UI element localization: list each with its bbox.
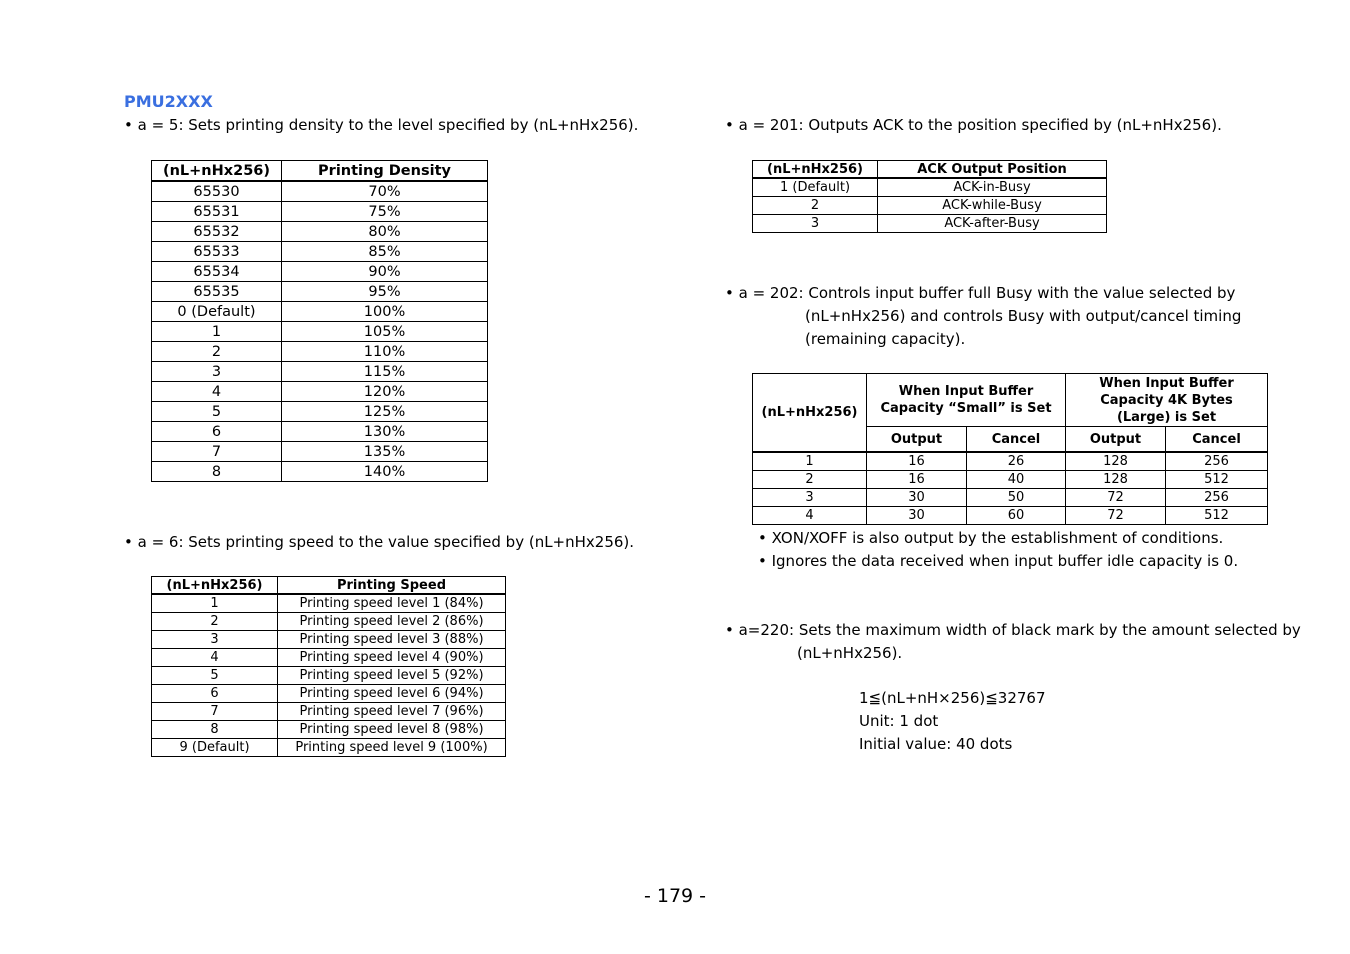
section-heading: PMU2XXX bbox=[124, 92, 213, 111]
buffer-row-cell: 30 bbox=[867, 489, 967, 507]
density-row bbox=[152, 342, 488, 362]
density-row bbox=[152, 262, 488, 282]
buffer-subheader-small-output: Output bbox=[867, 427, 967, 453]
black-mark-description-line1: • a=220: Sets the maximum width of black mark by the amount selected by bbox=[725, 621, 1301, 639]
buffer-header-large bbox=[1066, 374, 1268, 427]
density-row bbox=[152, 322, 488, 342]
ack-table-body bbox=[753, 178, 1107, 233]
density-row-cell: 85% bbox=[282, 242, 488, 262]
speed-row-cell: Printing speed level 2 (86%) bbox=[278, 613, 506, 631]
density-row-cell: 75% bbox=[282, 202, 488, 222]
buffer-row-cell: 60 bbox=[967, 507, 1066, 525]
speed-row bbox=[152, 703, 506, 721]
speed-row bbox=[152, 649, 506, 667]
buffer-row-cell: 2 bbox=[753, 471, 867, 489]
buffer-row bbox=[753, 452, 1268, 471]
density-row-cell: 65532 bbox=[152, 222, 282, 242]
density-row-cell: 110% bbox=[282, 342, 488, 362]
ack-row bbox=[753, 197, 1107, 215]
black-mark-range: 1≦(nL+nH×256)≦32767 bbox=[859, 689, 1046, 707]
density-row-cell: 7 bbox=[152, 442, 282, 462]
density-description: • a = 5: Sets printing density to the level specified by (nL+nHx256). bbox=[124, 116, 639, 134]
density-row-cell: 2 bbox=[152, 342, 282, 362]
density-row bbox=[152, 382, 488, 402]
density-row-cell: 125% bbox=[282, 402, 488, 422]
buffer-row-cell: 40 bbox=[967, 471, 1066, 489]
ack-row bbox=[753, 178, 1107, 197]
speed-row bbox=[152, 667, 506, 685]
density-row-cell: 115% bbox=[282, 362, 488, 382]
buffer-row-cell: 72 bbox=[1066, 489, 1166, 507]
buffer-row-cell: 256 bbox=[1166, 452, 1268, 471]
buffer-subheader-large-output: Output bbox=[1066, 427, 1166, 453]
density-row-cell: 100% bbox=[282, 302, 488, 322]
speed-row-cell: 1 bbox=[152, 594, 278, 613]
buffer-row bbox=[753, 471, 1268, 489]
speed-row-cell: Printing speed level 3 (88%) bbox=[278, 631, 506, 649]
buffer-header-small-line1: When Input Buffer bbox=[898, 384, 1034, 399]
speed-row-cell: 6 bbox=[152, 685, 278, 703]
buffer-subheader-small-cancel: Cancel bbox=[967, 427, 1066, 453]
xon-xoff-note: • XON/XOFF is also output by the establishment of conditions. bbox=[758, 529, 1224, 547]
density-row-cell: 130% bbox=[282, 422, 488, 442]
buffer-header-param: (nL+nHx256) bbox=[753, 374, 867, 453]
density-row bbox=[152, 462, 488, 482]
black-mark-unit: Unit: 1 dot bbox=[859, 712, 939, 730]
buffer-header-small bbox=[867, 374, 1066, 427]
density-row bbox=[152, 402, 488, 422]
buffer-row-cell: 128 bbox=[1066, 471, 1166, 489]
density-row-cell: 65535 bbox=[152, 282, 282, 302]
buffer-header-large-line2: Capacity 4K Bytes bbox=[1100, 392, 1233, 408]
buffer-row-cell: 16 bbox=[867, 471, 967, 489]
buffer-row-cell: 512 bbox=[1166, 471, 1268, 489]
ack-row-cell: ACK-after-Busy bbox=[878, 215, 1107, 233]
buffer-row-cell: 16 bbox=[867, 452, 967, 471]
speed-row bbox=[152, 739, 506, 757]
speed-row-cell: Printing speed level 6 (94%) bbox=[278, 685, 506, 703]
speed-row-cell: 5 bbox=[152, 667, 278, 685]
black-mark-initial: Initial value: 40 dots bbox=[859, 735, 1013, 753]
density-row-cell: 1 bbox=[152, 322, 282, 342]
density-row-cell: 6 bbox=[152, 422, 282, 442]
speed-row-cell: Printing speed level 1 (84%) bbox=[278, 594, 506, 613]
density-row bbox=[152, 282, 488, 302]
buffer-row-cell: 256 bbox=[1166, 489, 1268, 507]
speed-row-cell: Printing speed level 8 (98%) bbox=[278, 721, 506, 739]
density-row-cell: 90% bbox=[282, 262, 488, 282]
density-row-cell: 8 bbox=[152, 462, 282, 482]
speed-row-cell: Printing speed level 9 (100%) bbox=[278, 739, 506, 757]
speed-row-cell: 3 bbox=[152, 631, 278, 649]
busy-description-line3: (remaining capacity). bbox=[805, 330, 966, 348]
density-row-cell: 4 bbox=[152, 382, 282, 402]
ack-row-cell: 2 bbox=[753, 197, 878, 215]
buffer-row-cell: 30 bbox=[867, 507, 967, 525]
density-row bbox=[152, 302, 488, 322]
density-row-cell: 135% bbox=[282, 442, 488, 462]
density-row-cell: 3 bbox=[152, 362, 282, 382]
ack-row-cell: ACK-while-Busy bbox=[878, 197, 1107, 215]
speed-table bbox=[151, 576, 506, 757]
density-row bbox=[152, 202, 488, 222]
density-row-cell: 5 bbox=[152, 402, 282, 422]
buffer-row-cell: 512 bbox=[1166, 507, 1268, 525]
density-row bbox=[152, 422, 488, 442]
speed-row-cell: 9 (Default) bbox=[152, 739, 278, 757]
speed-row bbox=[152, 685, 506, 703]
buffer-row-cell: 128 bbox=[1066, 452, 1166, 471]
buffer-row-cell: 3 bbox=[753, 489, 867, 507]
speed-description: • a = 6: Sets printing speed to the value specified by (nL+nHx256). bbox=[124, 533, 635, 551]
density-row-cell: 65530 bbox=[152, 181, 282, 202]
ack-row-cell: ACK-in-Busy bbox=[878, 178, 1107, 197]
speed-row-cell: 2 bbox=[152, 613, 278, 631]
speed-row-cell: 7 bbox=[152, 703, 278, 721]
density-row-cell: 140% bbox=[282, 462, 488, 482]
density-row-cell: 65531 bbox=[152, 202, 282, 222]
ack-table bbox=[752, 160, 1107, 233]
speed-row-cell: 4 bbox=[152, 649, 278, 667]
density-table bbox=[151, 160, 488, 482]
buffer-row bbox=[753, 489, 1268, 507]
density-row-cell: 0 (Default) bbox=[152, 302, 282, 322]
buffer-table bbox=[752, 373, 1268, 525]
speed-row bbox=[152, 613, 506, 631]
density-row-cell: 95% bbox=[282, 282, 488, 302]
speed-header-value: Printing Speed bbox=[278, 577, 506, 595]
buffer-row-cell: 1 bbox=[753, 452, 867, 471]
density-row bbox=[152, 181, 488, 202]
density-header-param: (nL+nHx256) bbox=[152, 161, 282, 182]
buffer-header-small-line2: Capacity “Small” is Set bbox=[880, 401, 1052, 416]
speed-table-body bbox=[152, 594, 506, 757]
buffer-row-cell: 50 bbox=[967, 489, 1066, 507]
density-row bbox=[152, 242, 488, 262]
buffer-subheader-large-cancel: Cancel bbox=[1166, 427, 1268, 453]
density-table-body bbox=[152, 181, 488, 482]
speed-row-cell: Printing speed level 7 (96%) bbox=[278, 703, 506, 721]
busy-description-line2: (nL+nHx256) and controls Busy with output/cancel timing bbox=[805, 307, 1242, 325]
buffer-header-large-line1: When Input Buffer bbox=[1099, 375, 1234, 391]
density-row bbox=[152, 222, 488, 242]
black-mark-description-line2: (nL+nHx256). bbox=[797, 644, 903, 662]
busy-description-line1: • a = 202: Controls input buffer full Busy with the value selected by bbox=[725, 284, 1236, 302]
density-row-cell: 120% bbox=[282, 382, 488, 402]
buffer-row-cell: 4 bbox=[753, 507, 867, 525]
idle-capacity-note: • Ignores the data received when input buffer idle capacity is 0. bbox=[758, 552, 1239, 570]
ack-header-param: (nL+nHx256) bbox=[753, 161, 878, 179]
ack-row bbox=[753, 215, 1107, 233]
buffer-row-cell: 26 bbox=[967, 452, 1066, 471]
ack-header-value: ACK Output Position bbox=[878, 161, 1107, 179]
buffer-row-cell: 72 bbox=[1066, 507, 1166, 525]
ack-row-cell: 3 bbox=[753, 215, 878, 233]
speed-row bbox=[152, 594, 506, 613]
buffer-table-body bbox=[753, 452, 1268, 525]
density-row-cell: 80% bbox=[282, 222, 488, 242]
buffer-row bbox=[753, 507, 1268, 525]
page-number: - 179 - bbox=[643, 885, 707, 907]
density-row-cell: 65534 bbox=[152, 262, 282, 282]
speed-row bbox=[152, 721, 506, 739]
density-row bbox=[152, 442, 488, 462]
density-header-value: Printing Density bbox=[282, 161, 488, 182]
speed-row-cell: Printing speed level 4 (90%) bbox=[278, 649, 506, 667]
speed-row-cell: Printing speed level 5 (92%) bbox=[278, 667, 506, 685]
ack-description: • a = 201: Outputs ACK to the position specified by (nL+nHx256). bbox=[725, 116, 1222, 134]
speed-row-cell: 8 bbox=[152, 721, 278, 739]
speed-header-param: (nL+nHx256) bbox=[152, 577, 278, 595]
speed-row bbox=[152, 631, 506, 649]
ack-row-cell: 1 (Default) bbox=[753, 178, 878, 197]
buffer-header-large-line3: (Large) is Set bbox=[1116, 409, 1217, 425]
density-row-cell: 65533 bbox=[152, 242, 282, 262]
density-row-cell: 105% bbox=[282, 322, 488, 342]
density-row-cell: 70% bbox=[282, 181, 488, 202]
density-row bbox=[152, 362, 488, 382]
